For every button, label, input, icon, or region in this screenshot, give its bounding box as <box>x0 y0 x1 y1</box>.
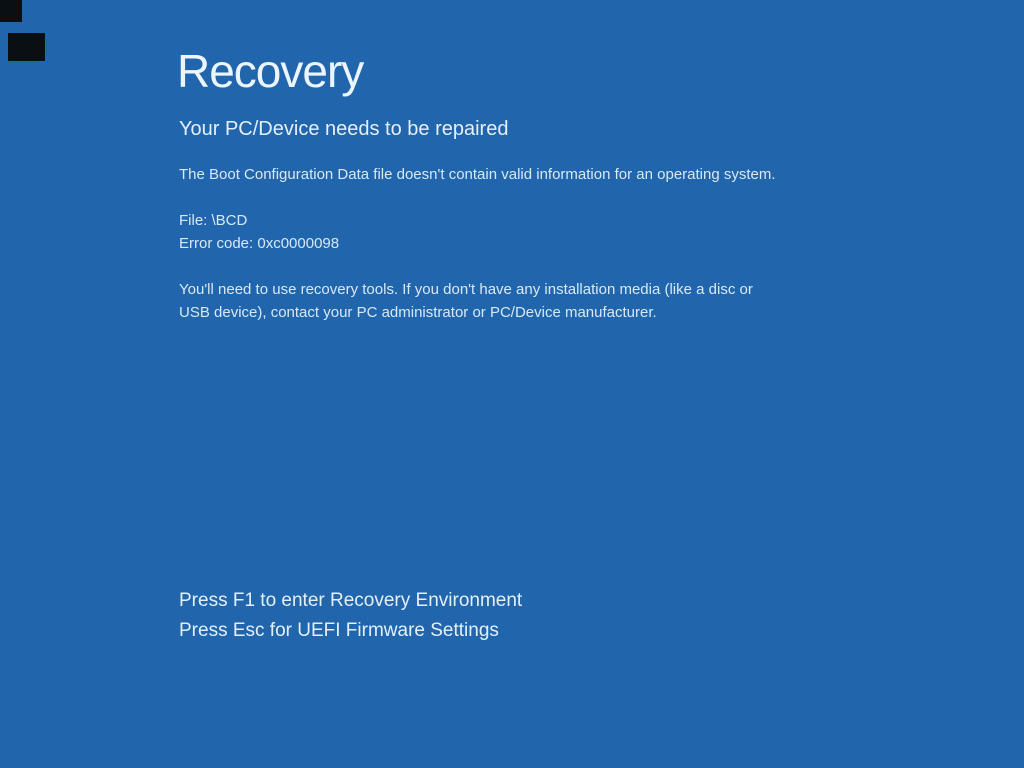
page-title: Recovery <box>177 45 364 97</box>
display-glitch-artifact <box>0 0 22 22</box>
error-code: Error code: 0xc0000098 <box>179 235 340 252</box>
recovery-instructions: You'll need to use recovery tools. If you don't have any installation media (like a disc or USB device), contact your PC administrator or PC/Device manufacturer. <box>179 281 753 321</box>
error-details <box>179 209 339 255</box>
key-hints <box>179 586 522 646</box>
display-glitch-artifact <box>8 33 45 61</box>
error-headline: Your PC/Device needs to be repaired <box>179 118 509 140</box>
key-hint-esc: Press Esc for UEFI Firmware Settings <box>179 620 499 641</box>
error-description: The Boot Configuration Data file doesn't contain valid information for an operating system. <box>179 166 776 183</box>
key-hint-f1: Press F1 to enter Recovery Environment <box>179 590 523 611</box>
error-file-path: File: \BCD <box>179 212 248 229</box>
